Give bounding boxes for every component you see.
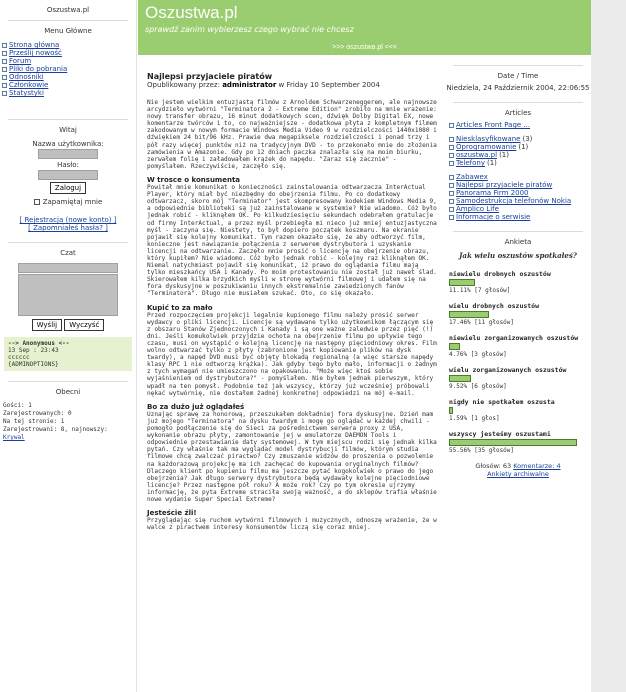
poll-option-label: wszyscy jesteśmy oszustami (449, 430, 551, 438)
bullet-icon (449, 137, 454, 142)
article-paragraph: Przyglądając się ruchom wytwórni filmowych i muzycznych, odnoszę wrażenie, że w walce z piractwem interesy konsumentów liczą się coraz mniej. (147, 517, 437, 532)
category-link[interactable]: Niesklasyfikowane (456, 135, 521, 143)
chat-entry-author: --> Anonymous <-- (8, 340, 70, 347)
poll-option-result: 55.56% [35 głosów] (449, 447, 515, 454)
divider (8, 20, 128, 21)
recent-article-link[interactable]: Panorama Firm 2000 (456, 189, 529, 197)
bullet-icon (449, 207, 454, 212)
recent-article-item (449, 197, 591, 205)
poll-option-result: 9.52% [6 głosów] (449, 383, 507, 390)
menu-link[interactable]: Prześlij nowość (9, 49, 62, 57)
menu-link[interactable]: Członkowie (9, 81, 49, 89)
article-meta-prefix: Opublikowany przez: (147, 81, 220, 89)
bullet-icon (449, 215, 454, 220)
site-home-link[interactable]: >>> oszustwa.pl <<< (332, 44, 397, 51)
poll-options (445, 270, 591, 454)
bullet-icon (2, 91, 7, 96)
poll-result-bar (449, 279, 475, 286)
divider (8, 119, 128, 120)
poll-archive-link[interactable]: Ankiety archiwalne (487, 470, 549, 478)
site-header (138, 0, 591, 55)
menu-item (2, 81, 136, 89)
bullet-icon (2, 75, 7, 80)
left-sidebar (0, 0, 137, 692)
bullet-icon (449, 191, 454, 196)
article-date: w Friday 10 September 2004 (278, 81, 380, 89)
poll-question: Jak wielu oszustów spotkałeś? (459, 251, 577, 260)
category-count: (1) (486, 159, 497, 167)
page-gutter (591, 0, 626, 692)
poll-option (445, 398, 591, 422)
bullet-icon (449, 199, 454, 204)
articles-title: Articles (504, 109, 532, 117)
article-subheading: Jesteście źli! (147, 509, 197, 518)
poll-option-result: 4.76% [3 głosów] (449, 351, 507, 358)
bullet-icon (449, 153, 454, 158)
chat-name-input[interactable] (18, 263, 118, 273)
online-guests: Gości: 1 (3, 402, 32, 409)
category-count: (3) (522, 135, 533, 143)
site-title[interactable]: Oszustwa.pl (145, 3, 238, 22)
bullet-icon (449, 123, 454, 128)
recent-article-item (449, 213, 591, 221)
category-item (449, 159, 591, 167)
bullet-icon (449, 183, 454, 188)
article-paragraph: Uznając sprawę za honorową, przeszukałem dokładniej fora dyskusyjne. Dzień mam już mojego "Terminatora" na dysku twardym i mogę go oglądać w każdej chwili - pomogło podłączenie się do Sieci za pośrednictwem serwera proxy z USA, wykonanie obrazu płyty, zamontowanie jej w emulatorze DAEMON Tools i odpowiednie przestawianie daty systemowej. W tym miejscu rodzi się jednak kilka pytań. Czy właśnie tak ma wyglądać model dystrybucji filmów, którym studia filmowe chcą zwalczać piractwo? Czy zmuszanie widzów do proszenia o pozwolenie na każdorazową projekcję ma ich zachęcać do kupowania oryginalnych filmów? Dlaczego klient po kupieniu filmu ma jeszcze pytać kogokolwiek o prawo do jego obejrzenia? Jak długo serwery dystrybutora będą wydawały kolejne pięciodniowe licencje? Przez następne pół roku? A może rok? Czy po tym okresie ujrzymy informację, że pyta Extreme straciła swoją ważność, a do sklepów trafia właśnie nowe wydanie Super Special Extreme? (147, 410, 437, 503)
article-subheading: W trosce o konsumenta (147, 175, 241, 184)
datetime-value: Niedziela, 24 Październik 2004, 22:06:55 (446, 84, 590, 92)
recent-article-item (449, 181, 591, 189)
online-stats (0, 402, 136, 442)
bullet-icon (449, 175, 454, 180)
poll-option-label: niewielu drobnych oszustów (449, 270, 551, 278)
poll-option-result: 11.11% [7 głosów] (449, 287, 511, 294)
category-count: (1) (499, 151, 509, 159)
poll-result-bar (449, 375, 471, 382)
recent-article-item (449, 189, 591, 197)
chat-clear-button[interactable]: Wyczyść (64, 319, 104, 331)
menu-item (2, 73, 136, 81)
divider (453, 65, 583, 66)
category-link[interactable]: Oprogramowanie (456, 143, 517, 151)
online-registered: Zarejestrowanych: 0 (3, 410, 72, 417)
menu-link[interactable]: Statystyki (9, 89, 44, 97)
poll-result-bar (449, 407, 453, 414)
main-menu (0, 41, 136, 97)
bullet-icon (449, 145, 454, 150)
article-body (147, 99, 437, 531)
bullet-icon (2, 83, 7, 88)
site-name-small: Oszustwa.pl (46, 6, 90, 14)
article-meta (147, 81, 437, 89)
menu-link[interactable]: Odnośniki (9, 73, 44, 81)
recent-article-link[interactable]: Amplico Life (456, 205, 499, 213)
article-author[interactable]: administrator (222, 81, 277, 89)
recent-article-link[interactable]: Zabawex (456, 173, 488, 181)
online-today: Na tej stronie: 1 (3, 418, 65, 425)
poll-votes: Głosów: 63 (475, 462, 512, 470)
category-item (449, 135, 591, 143)
bullet-icon (2, 51, 7, 56)
recent-article-link[interactable]: Informacje o serwisie (456, 213, 531, 221)
online-title: Obecni (55, 388, 81, 396)
poll-option-label: wielu drobnych oszustów (449, 302, 540, 310)
category-link[interactable]: Telefony (456, 159, 485, 167)
menu-title: Menu Główne (44, 27, 92, 35)
chat-entry (4, 337, 132, 371)
article-paragraph: Nie jestem wielkim entuzjastą filmów z Arnoldem Schwarzeneggerem, ale najnowsze arcydzieło wytwórni "Terminatora 2 - Extreme Edition" zrobiło na mnie wrażenie: nowy transfer obrazu, 16 minut dodatkowych scen, dźwięk Dolby Digital EX, nowe komentarze twórców i to, co najważniejsze - dodatkowa płyta z kompletnym filmem zakodowanym w nowym formacie Windows Media Video 9 w rozdzielczości 1440x1080 i dźwiękiem 24 bit/96 kHz. Prawie dwa megapiksele rozdzielczości i ponad trzy i pół razy więcej punktów niż na tradycyjnym DVD - to przekonało mnie do złożenia zamówienia w Amazonie. Gdy po 12 dniach paczka znalazła się na moim biurku, zerwałem folię i załadowałem krążek do napędu. "Zaraz się zacznie" - pomyślałem. Rzeczywiście, zaczęło się. (147, 99, 437, 170)
site-tagline: sprawdź zanim wybierzesz czego wybrać nie chcesz (145, 25, 354, 34)
remember-row (0, 198, 136, 206)
right-sidebar (445, 55, 591, 692)
recent-article-link[interactable]: Samodestrukcja telefonów Nokia (456, 197, 572, 205)
menu-link[interactable]: Strona główna (9, 41, 60, 49)
menu-item (2, 49, 136, 57)
poll-result-bar (449, 343, 460, 350)
poll-option (445, 334, 591, 358)
divider (8, 242, 128, 243)
article-title[interactable]: Najlepsi przyjaciele piratów (147, 72, 273, 81)
recent-articles-list (445, 173, 591, 221)
article-paragraph: Powitał mnie komunikat o konieczności zainstalowania odtwarzacza InterActual Player, który miał być niezbędny do obejrzenia filmu. Po co dodatkowy odtwarzacz, skoro mój "Terminator" jest skompresowany kodekiem Windows Media 9, a odpowiednie biblioteki są już zainstalowane w systemie? Nie wiadomo. Cóż było jednak robić - kliknąłem OK. Po kilkudziesięciu sekundach odebrałem gratulacje od firmy InterActual, a przez myśl przebiegła mi nieco już mniej entuzjastyczna myśl - zaczyna się. Niestety, to był dopiero początek koszmaru. Na ekranie pojawił się kolejny komunikat. Tym razem okazało się, że aby odtworzyć film, konieczne jest nawiązanie połączenia z serwerem dystrybutora i uzyskanie licencji na odtwarzanie. Zaczęło mnie prosić o licencję na obejrzenie obrazu, który kupiłem? Nie wiadomo. Cóż było jednak robić - kolejny raz kliknąłem OK. Niemal natychmiast pojawił się komunikat, iż prawo do oglądania filmu mają tylko mieszkańcy USA i Kanady. Po moim protestowaniu nie został już nawet ślad. Skierowałem kilka brzydkich myśli w stronę wytwórni filmowej i udałem się na fora dyskusyjne w poszukiwaniu innych ekstremalnie zawiedzionych fanów "Terminatora". Długo nie musiałem szukać. Oto, co się okazało. (147, 184, 437, 298)
poll-footer (445, 462, 591, 478)
bullet-icon (2, 67, 7, 72)
poll-result-bar (449, 311, 489, 318)
poll-title: Ankieta (504, 238, 532, 246)
article-subheading: Kupić to za mało (147, 303, 213, 312)
poll-option-label: niewielu zorganizowanych oszustów (449, 334, 579, 342)
recent-article-link[interactable]: Najlepsi przyjaciele piratów (456, 181, 553, 189)
username-input[interactable] (38, 149, 98, 159)
recent-article-item (449, 173, 591, 181)
forgot-password-link[interactable]: [ Zapomniałeś hasła? ] (28, 224, 108, 232)
category-link[interactable]: oszustwa.pl (456, 151, 498, 159)
poll-comments-link[interactable]: Komentarze: 4 (513, 462, 561, 470)
poll-option-label: nigdy nie spotkałem oszusta (449, 398, 555, 406)
remember-checkbox[interactable] (34, 199, 40, 205)
remember-label: Zapamiętaj mnie (42, 198, 103, 206)
bullet-icon (2, 59, 7, 64)
menu-link[interactable]: Pliki do pobrania (9, 65, 68, 73)
bullet-icon (2, 43, 7, 48)
poll-option (445, 430, 591, 454)
category-count: (1) (518, 143, 529, 151)
article (138, 55, 445, 531)
register-link[interactable]: [ Rejestracja (nowe konto) ] (19, 216, 117, 224)
recent-article-item (449, 205, 591, 213)
poll-option-result: 17.46% [11 głosów] (449, 319, 515, 326)
articles-front-link[interactable]: Articles Front Page ... (456, 121, 531, 129)
chat-send-button[interactable]: Wyślij (32, 319, 62, 331)
main-content (138, 55, 445, 692)
articles-front-item (449, 121, 591, 129)
divider (453, 231, 583, 232)
menu-link[interactable]: Forum (9, 57, 32, 65)
chat-message-input[interactable] (18, 274, 118, 316)
articles-list (445, 121, 591, 129)
username-label: Nazwa użytkownika: (32, 140, 104, 148)
chat-entry-code: cccccc (8, 354, 30, 361)
password-input[interactable] (38, 170, 98, 180)
chat-entry-date: 13 Sep : 23:43 (8, 347, 59, 354)
poll-result-bar (449, 439, 577, 446)
login-button[interactable]: Zaloguj (50, 182, 86, 194)
article-subheading: Bo za dużo już oglądałeś (147, 402, 245, 411)
article-paragraph: Przed rozpoczęciem projekcji legalnie kupionego filmu należy prosić serwer wydawcy o pliki licencji. Licencje są wydawane tylko użytkownikom łączącym się z obszaru Stanów Zjednoczonych i Kanady i są one ważne zaledwie przez pięć (!) dni. Jeśli komukolwiek przyjdzie ochota na obejrzenie filmu po upływie tego czasu, musi on wystąpić o kolejną licencję na następny pięciodniowy okres. Film wolno odtwarzać tylko z płyty (zabronione jest kopiowanie plików na dysk twardy), a napęd DVD musi być objęty blokadą regionalną (a więc starsze napędy klasy RPC 1 nie odtworzą krążka). Jak gdyby tego było mało, informacji o żadnym z tych wymagań nie umieszczono na opakowaniu. "Może więc ktoś sobie wyjaśnieniem od dystrybutora?" - pomyślałem. Nie byłem jednak pierwszym, który wpadł na ten pomysł. Podobnie też jak wszyscy, którzy już wcześniej próbowali nękać wytwórnię, nie dostałem żadnej konkretnej odpowiedzi na mój e-mail. (147, 311, 437, 397)
chat-entry-text: {ADMINOPTIONS} (8, 361, 59, 368)
datetime-title: Date / Time (497, 72, 539, 80)
poll-option-label: wielu zorganizowanych oszustów (449, 366, 567, 374)
poll-option (445, 270, 591, 294)
poll-option-result: 1.59% [1 głos] (449, 415, 500, 422)
category-item (449, 143, 591, 151)
poll-option (445, 302, 591, 326)
poll-option (445, 366, 591, 390)
divider (8, 381, 128, 382)
newest-member-link[interactable]: Krywal (3, 434, 25, 441)
menu-item (2, 89, 136, 97)
menu-item (2, 41, 136, 49)
online-total: Zarejestrowani: 8, najnowszy: (3, 426, 108, 433)
login-box (0, 126, 136, 232)
login-title: Witaj (59, 126, 77, 134)
password-label: Hasło: (57, 161, 79, 169)
bullet-icon (449, 161, 454, 166)
categories-list (445, 135, 591, 167)
category-item (449, 151, 591, 159)
menu-item (2, 65, 136, 73)
divider (453, 102, 583, 103)
menu-item (2, 57, 136, 65)
chat-title: Czat (60, 249, 76, 257)
chat-box (18, 263, 118, 331)
